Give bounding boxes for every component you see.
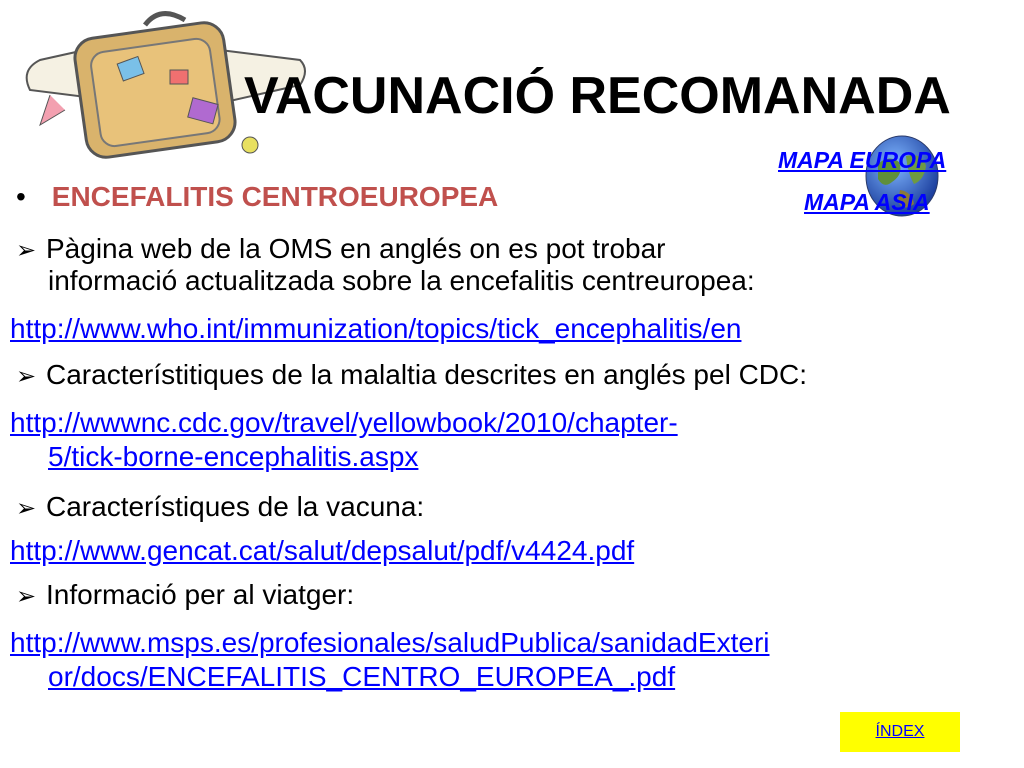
section-heading: ENCEFALITIS CENTROEUROPEA [51, 181, 499, 212]
arrow-bullet-icon: ➢ [16, 237, 37, 264]
page-title: VACUNACIÓ RECOMANADA [244, 67, 951, 125]
heading-row [16, 180, 498, 214]
arrow-bullet-icon: ➢ [16, 363, 37, 390]
item-text: Característitiques de la malaltia descrites en anglés pel CDC: [46, 359, 808, 390]
who-link[interactable]: http://www.who.int/immunization/topics/tick_encephalitis/en [10, 313, 742, 344]
map-asia-link[interactable]: MAPA ASIA [804, 189, 930, 215]
item-text: Característiques de la vacuna: [46, 491, 425, 522]
list-item [16, 232, 666, 268]
cdc-link[interactable]: http://wwwnc.cdc.gov/travel/yellowbook/2010/chapter- [10, 407, 678, 438]
arrow-bullet-icon: ➢ [16, 495, 37, 522]
item-text: Pàgina web de la OMS en anglés on es pot trobar [46, 233, 666, 264]
arrow-bullet-icon: ➢ [16, 583, 37, 610]
msps-link-cont[interactable]: or/docs/ENCEFALITIS_CENTRO_EUROPEA_.pdf [48, 661, 676, 692]
item-text-cont: informació actualitzada sobre la encefalitis centreuropea: [48, 265, 755, 296]
bullet-dot-icon: • [16, 181, 26, 212]
msps-link[interactable]: http://www.msps.es/profesionales/saludPublica/sanidadExteri [10, 627, 770, 658]
map-europe-link[interactable]: MAPA EUROPA [778, 147, 947, 173]
list-item [16, 490, 424, 526]
index-button[interactable]: ÍNDEX [840, 712, 960, 752]
gencat-link[interactable]: http://www.gencat.cat/salut/depsalut/pdf/v4424.pdf [10, 535, 635, 566]
list-item [16, 578, 354, 614]
cdc-link-cont[interactable]: 5/tick-borne-encephalitis.aspx [48, 441, 419, 472]
list-item [16, 358, 807, 394]
item-text: Informació per al viatger: [46, 579, 355, 610]
